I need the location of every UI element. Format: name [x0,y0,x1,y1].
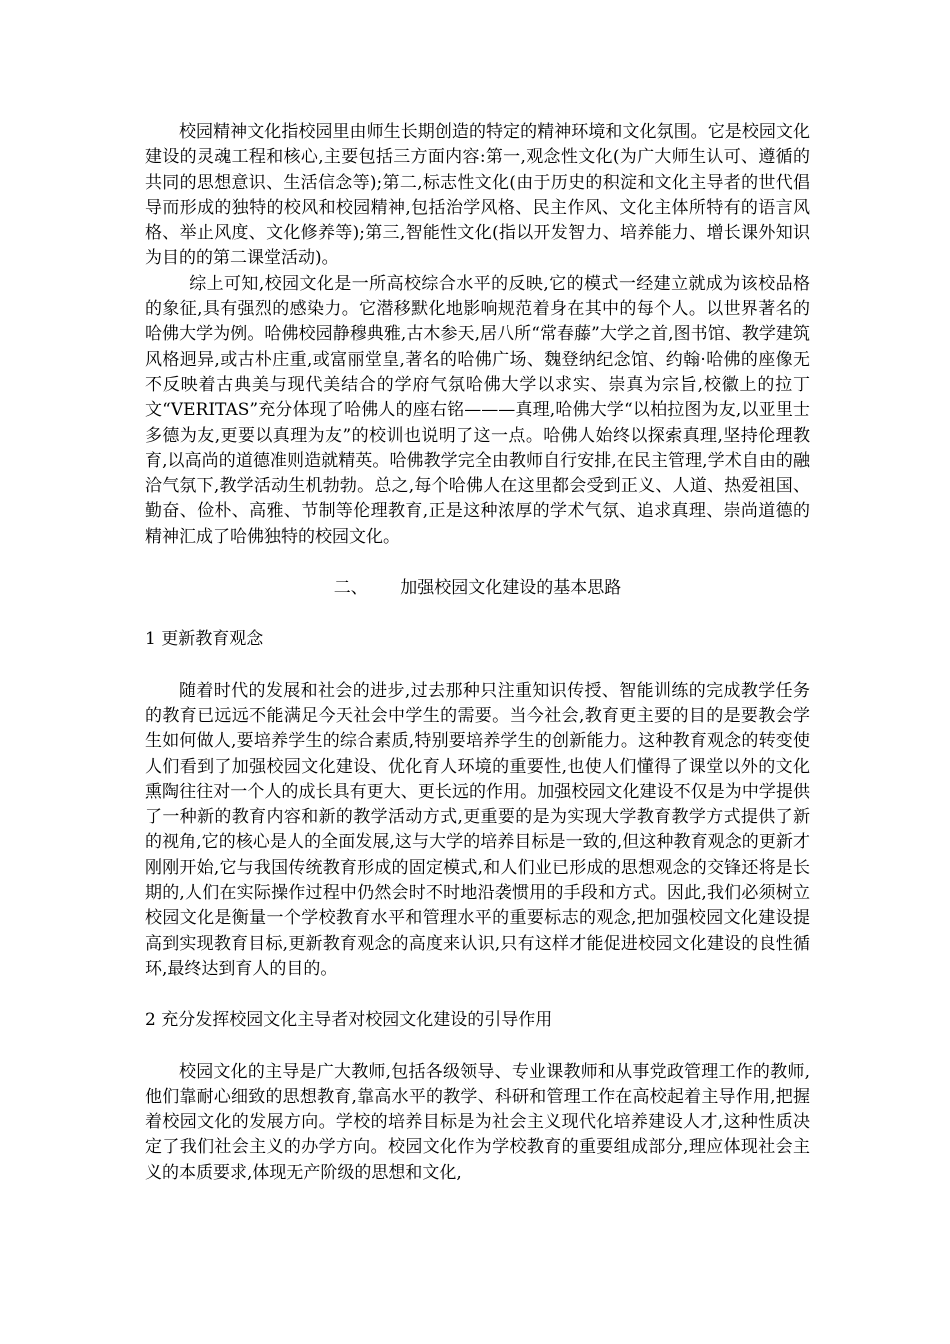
paragraph-harvard-example: 综上可知,校园文化是一所高校综合水平的反映,它的模式一经建立就成为该校品格的象征,具有强烈的感染力。它潜移默化地影响规范着身在其中的每个人。以世界著名的哈佛大学为例。哈佛校园静穆典雅,古木参天,居八所“常春藤”大学之首,图书馆、教学建筑风格迥异,或古朴庄重,或富丽堂皇,著名的哈佛广场、魏登纳纪念馆、约翰·哈佛的座像无不反映着古典美与现代美结合的学府气氛哈佛大学以求实、崇真为宗旨,校徽上的拉丁文“VERITAS”充分体现了哈佛人的座右铭———真理,哈佛大学“以柏拉图为友,以亚里士多德为友,更要以真理为友”的校训也说明了这一点。哈佛人始终以探索真理,坚持伦理教育,以高尚的道德准则造就精英。哈佛教学完全由教师自行安排,在民主管理,学术自由的融洽气氛下,教学活动生机勃勃。总之,每个哈佛人在这里都会受到正义、人道、热爱祖国、勤奋、俭朴、高雅、节制等伦理教育,正是这种浓厚的学术气氛、追求真理、崇尚道德的精神汇成了哈佛独特的校园文化。 [145,273,810,547]
paragraph-education-concept: 随着时代的发展和社会的进步,过去那种只注重知识传授、智能训练的完成教学任务的教育已远远不能满足今天社会中学生的需要。当今社会,教育更主要的目的是要教会学生如何做人,要培养学生的综合素质,特别要培养学生的创新能力。这种教育观念的转变使人们看到了加强校园文化建设、优化育人环境的重要性,也使人们懂得了课堂以外的文化熏陶往往对一个人的成长具有更大、更长远的作用。加强校园文化建设不仅是为中学提供了一种新的教育内容和新的教学活动方式,更重要的是为实现大学教育教学方式提供了新的视角,它的核心是人的全面发展,这与大学的培养目标是一致的,但这种教育观念的更新才刚刚开始,它与我国传统教育形成的固定模式,和人们业已形成的思想观念的交锋还将是长期的,人们在实际操作过程中仍然会时不时地沿袭惯用的手段和方式。因此,我们必须树立校园文化是衡量一个学校教育水平和管理水平的重要标志的观念,把加强校园文化建设提高到实现教育目标,更新教育观念的高度来认识,只有这样才能促进校园文化建设的良性循环,最终达到育人的目的。 [145,680,810,979]
paragraph-spiritual-culture: 校园精神文化指校园里由师生长期创造的特定的精神环境和文化氛围。它是校园文化建设的灵魂工程和核心,主要包括三方面内容:第一,观念性文化(为广大师生认可、遵循的共同的思想意识、生活信念等);第二,标志性文化(由于历史的积淀和文化主导者的世代倡导而形成的独特的校风和校园精神,包括治学风格、民主作风、文化主体所特有的语言风格、举止风度、文化修养等);第三,智能性文化(指以开发智力、培养能力、增长课外知识为目的的第二课堂活动)。 [145,122,810,269]
section-title: 二、 加强校园文化建设的基本思路 [333,578,622,599]
subheading-update-concept: 1 更新教育观念 [145,629,264,650]
subheading-guiding-role: 2 充分发挥校园文化主导者对校园文化建设的引导作用 [145,1010,553,1031]
document-page [145,120,810,1186]
paragraph-teachers-lead: 校园文化的主导是广大教师,包括各级领导、专业课教师和从事党政管理工作的教师,他们靠耐心细致的思想教育,靠高水平的教学、科研和管理工作在高校起着主导作用,把握着校园文化的发展方向。学校的培养目标是为社会主义现代化培养建设人才,这种性质决定了我们社会主义的办学方向。校园文化作为学校教育的重要组成部分,理应体现社会主义的本质要求,体现无产阶级的思想和文化, [145,1061,810,1183]
